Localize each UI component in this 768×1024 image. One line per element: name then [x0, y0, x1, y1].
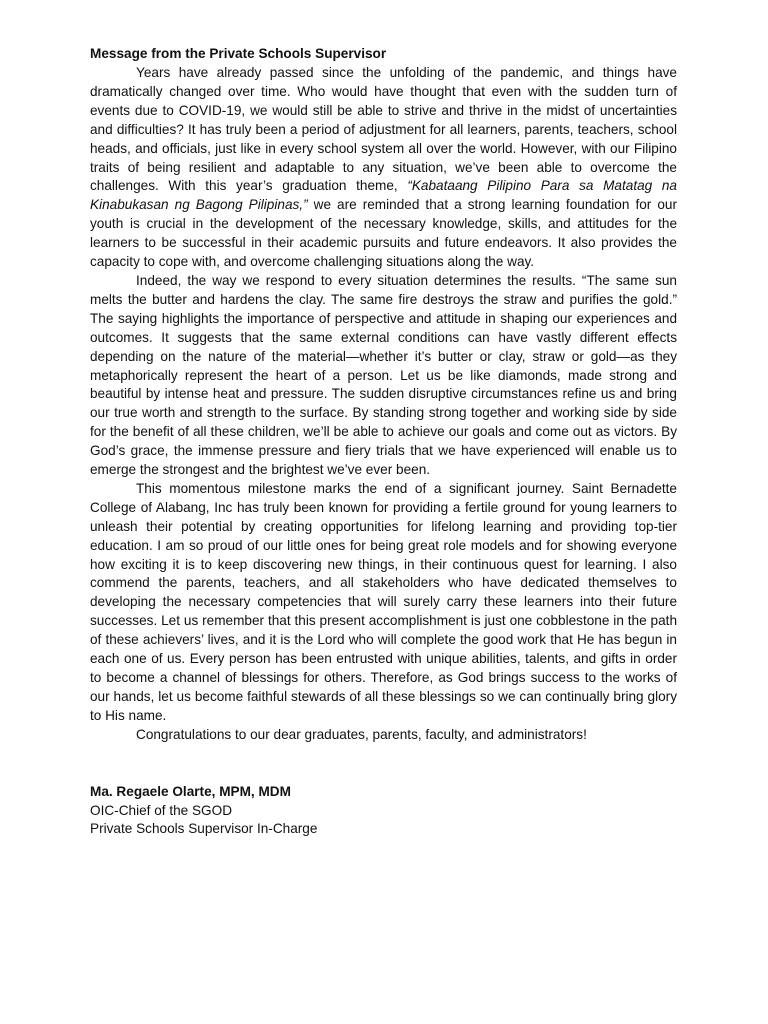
signatory-position-1: OIC-Chief of the SGOD	[90, 802, 233, 818]
document-title: Message from the Private Schools Supervisor	[90, 46, 387, 61]
signatory-position-2: Private Schools Supervisor In-Charge	[90, 821, 318, 837]
paragraph-1	[90, 64, 677, 272]
signature-block	[90, 783, 677, 840]
signatory-name: Ma. Regaele Olarte, MPM, MDM	[90, 783, 291, 799]
paragraph-1-text-start: Years have already passed since the unfolding of the pandemic, and things have dramatically changed over time. Who would have thought that even with the sudden turn of events due to COVID-19, we would still be able to strive and thrive in the midst of uncertainties and difficulties? It has truly been a period of adjustment for all learners, parents, teachers, school heads, and officials, just like in every school system all over the world. However, with our Filipino traits of being resilient and adaptable to any situation, we’ve been able to overcome the challenges. With this year’s graduation theme,	[90, 65, 677, 194]
paragraph-3: This momentous milestone marks the end of a significant journey. Saint Bernadette College of Alabang, Inc has truly been known for providing a fertile ground for young learners to unleash their potential by creating opportunities for lifelong learning and providing top-tier education. I am so proud of our little ones for being great role models and for showing everyone how exciting it is to keep discovering new things, in their continuous quest for learning. I also commend the parents, teachers, and all stakeholders who have dedicated themselves to developing the necessary competencies that will surely carry these learners into their future successes. Let us remember that this present accomplishment is just one cobblestone in the path of these achievers’ lives, and it is the Lord who will complete the good work that He has begun in each one of us. Every person has been entrusted with unique abilities, talents, and gifts in order to become a channel of blessings for others. Therefore, as God brings success to the works of our hands, let us become faithful stewards of all these blessings so we can continually bring glory to His name.	[90, 480, 677, 723]
closing-line: Congratulations to our dear graduates, parents, faculty, and administrators!	[136, 726, 587, 742]
graduation-theme: “Kabataang Pilipino Para sa Matatag na Kinabukasan ng Bagong Pilipinas,”	[90, 178, 677, 213]
paragraph-1-text-end: we are reminded that a strong learning foundation for our youth is crucial in the development of the necessary knowledge, skills, and attitudes for the learners to be successful in their academic pursuits and future endeavors. It also provides the capacity to cope with, and overcome challenging situations along the way.	[90, 197, 677, 270]
document-page	[90, 45, 677, 839]
paragraph-2: Indeed, the way we respond to every situation determines the results. “The same sun melts the butter and hardens the clay. The same fire destroys the straw and purifies the gold.” The saying highlights the importance of perspective and attitude in shaping our experiences and outcomes. It suggests that the same external conditions can have vastly different effects depending on the nature of the material—whether it’s butter or clay, straw or gold—as they metaphorically represent the heart of a person. Let us be like diamonds, made strong and beautiful by intense heat and pressure. The sudden disruptive circumstances refine us and bring our true worth and strength to the surface. By standing strong together and working side by side for the benefit of all these children, we’ll be able to achieve our goals and come out as victors. By God’s grace, the immense pressure and fiery trials that we have experienced will enable us to emerge the strongest and the brightest we’ve ever been.	[90, 272, 677, 478]
